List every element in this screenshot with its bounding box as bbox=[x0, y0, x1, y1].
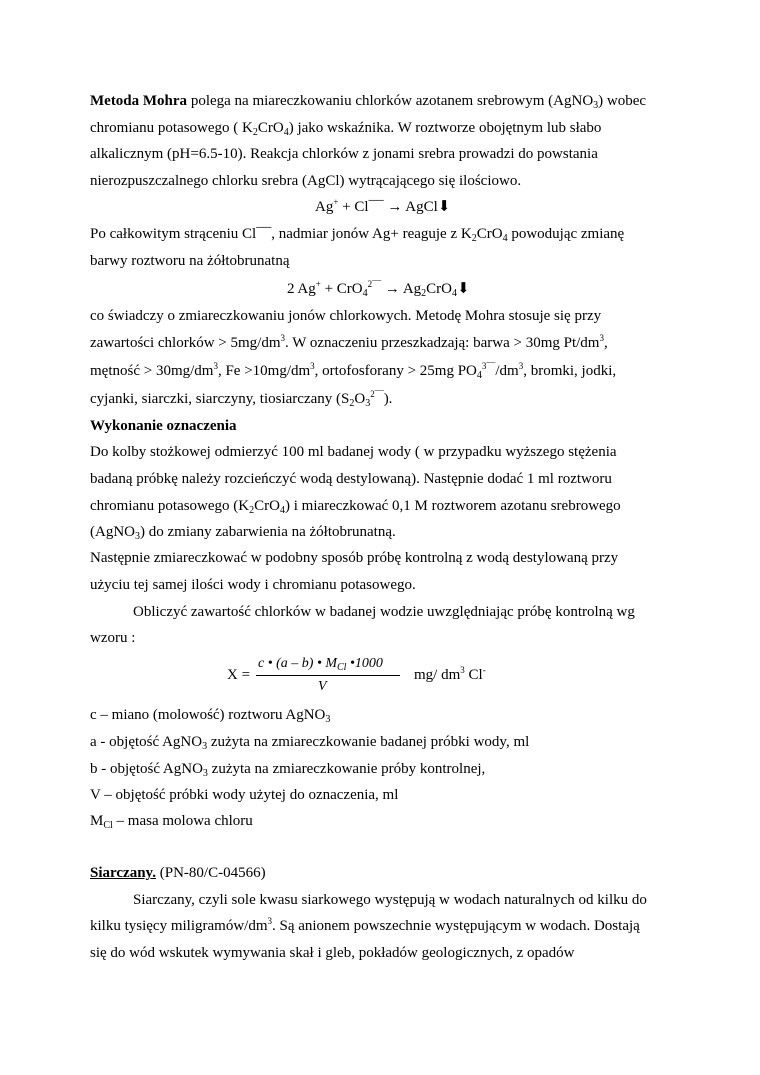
sulfates-heading-line bbox=[90, 864, 266, 882]
mohr-heading: Metoda Mohra bbox=[90, 93, 188, 109]
norm-reference: (PN-80/C-04566) bbox=[155, 865, 266, 881]
procedure-line-3: chromianu potasowego $(K_2CrO_4)$ i miareczkować 0,1 M roztworem azotanu srebrowego bbox=[90, 498, 621, 516]
mohr-line-10: cyjanki, siarczki, siarczyny, tiosiarczany $(S_2O_3^{2¯¯})$. bbox=[90, 389, 393, 409]
legend-c: c – miano (molowość) roztworu AgNO$_3$ bbox=[90, 707, 331, 725]
sulfates-line-1: Siarczany, czyli sole kwasu siarkowego występują w wodach naturalnych od kilku do bbox=[133, 892, 647, 908]
formula-lhs: X = bbox=[227, 667, 251, 683]
mohr-line-5: Po całkowitym strąceniu Cl¯¯, nadmiar jonów Ag+ reaguje z $K_2CrO_4$ powodując zmianę bbox=[90, 226, 625, 244]
mohr-line-1: Metoda Mohra polega na miareczkowaniu chlorków azotanem srebrowym (AgNO$_3$) wobec bbox=[90, 93, 647, 111]
procedure-heading: Wykonanie oznaczenia bbox=[90, 418, 237, 434]
mohr-line-7: co świadczy o zmiareczkowaniu jonów chlorkowych. Metodę Mohra stosuje się przy bbox=[90, 308, 602, 324]
legend-m: $M_{Cl}$ – masa molowa chloru bbox=[90, 813, 253, 831]
mohr-line-8: zawartości chlorków > $5mg/dm^3$. W oznaczeniu przeszkadzają: barwa > 30mg $Pt/dm^3$, bbox=[90, 333, 608, 351]
down-arrow-icon: ⬇ bbox=[457, 281, 470, 297]
mohr-line-9: mętność > $30mg/dm^3$, $Fe >10mg/dm^3$, ortofosforany > 25mg $PO_4^{3¯¯}/dm^3$, bromki, jodki, bbox=[90, 361, 617, 381]
reaction-equation-1: Ag+ + Cl¯¯ → AgCl⬇ bbox=[315, 197, 451, 215]
legend-a: a - objętość AgNO$_3$ zużyta na zmiareczkowanie badanej próbki wody, ml bbox=[90, 734, 530, 752]
procedure-line-4: (AgNO$_3$) do zmiany zabarwienia na żółtobrunatną. bbox=[90, 524, 396, 542]
reaction-equation-2: 2 $Ag^+ + CrO_4^{2¯¯} \to Ag_2CrO_4⬇$ bbox=[287, 279, 470, 299]
sulfates-heading: Siarczany. bbox=[90, 865, 156, 881]
procedure-line-6: użyciu tej samej ilości wody i chromianu potasowego. bbox=[90, 577, 416, 593]
formula-numerator: c • (a – b) • $M_{Cl}$ •1000 bbox=[258, 656, 383, 673]
procedure-line-7: Obliczyć zawartość chlorków w badanej wodzie uwzględniając próbę kontrolną wg bbox=[133, 604, 635, 620]
formula-unit: mg/ $dm^3$ Cl- bbox=[414, 665, 486, 683]
mohr-line-4: nierozpuszczalnego chlorku srebra (AgCl) wytrącającego się ilościowo. bbox=[90, 173, 522, 189]
mohr-line-6: barwy roztworu na żółtobrunatną bbox=[90, 253, 290, 269]
fraction-bar bbox=[256, 675, 400, 676]
mohr-line-2: chromianu potasowego ( $K_2CrO_4$) jako wskaźnika. W roztworze obojętnym lub słabo bbox=[90, 120, 602, 138]
formula-denominator: V bbox=[318, 679, 327, 694]
legend-v: V – objętość próbki wody użytej do oznaczenia, ml bbox=[90, 787, 399, 803]
procedure-line-5: Następnie zmiareczkować w podobny sposób próbę kontrolną z wodą destylowaną przy bbox=[90, 550, 619, 566]
mohr-line-3: alkalicznym (pH=6.5-10). Reakcja chlorków z jonami srebra prowadzi do powstania bbox=[90, 146, 598, 162]
sulfates-line-2: kilku tysięcy miligramów/$dm^3$. Są anionem powszechnie występującym w wodach. Dostają bbox=[90, 916, 640, 934]
sulfates-line-3: się do wód wskutek wymywania skał i gleb, pokładów geologicznych, z opadów bbox=[90, 945, 575, 961]
legend-b: b - objętość AgNO$_3$ zużyta na zmiareczkowanie próby kontrolnej, bbox=[90, 761, 486, 779]
down-arrow-icon: ⬇ bbox=[437, 199, 451, 215]
procedure-line-1: Do kolby stożkowej odmierzyć 100 ml badanej wody ( w przypadku wyższego stężenia bbox=[90, 444, 617, 460]
procedure-line-2: badaną próbkę należy rozcieńczyć wodą destylowaną). Następnie dodać 1 ml roztworu bbox=[90, 471, 612, 487]
procedure-line-8: wzoru : bbox=[90, 630, 136, 646]
